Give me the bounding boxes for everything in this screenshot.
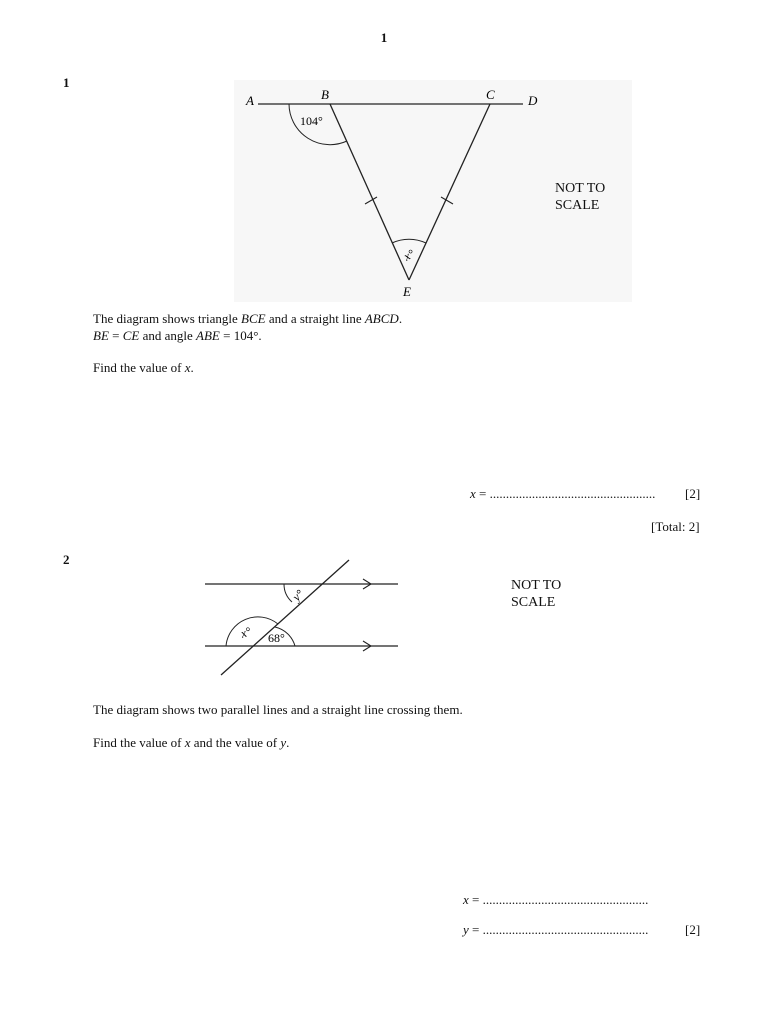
angle-abe-label: 104°: [300, 114, 323, 128]
question-1-number: 1: [63, 75, 70, 90]
question-2-number: 2: [63, 552, 70, 567]
tick-mark-be: [365, 197, 377, 204]
note-line-2: SCALE: [555, 198, 600, 213]
note-line-1: NOT TO: [511, 578, 562, 593]
label-d: D: [528, 93, 538, 108]
q2-answer-y-line[interactable]: y = ...................................................: [463, 922, 649, 937]
angle-x-label: x°: [401, 246, 417, 264]
arc-angle-x: [392, 239, 426, 243]
angle-y-label: y°: [289, 586, 307, 604]
q1-statement-2: BE = CE and angle ABE = 104°.: [93, 328, 262, 343]
side-be: [330, 104, 409, 280]
q2-marks: [2]: [685, 922, 701, 937]
label-e: E: [403, 284, 411, 299]
page-number: 1: [380, 30, 388, 45]
angle-x-label: x°: [238, 624, 253, 641]
q2-statement: The diagram shows two parallel lines and a straight line crossing them.: [93, 702, 463, 717]
note-line-2: SCALE: [511, 595, 556, 610]
q1-statement-1: The diagram shows triangle BCE and a straight line ABCD.: [93, 311, 403, 326]
label-b: B: [321, 87, 329, 102]
q2-answer-x-line[interactable]: x = ...................................................: [463, 892, 649, 907]
label-c: C: [486, 87, 495, 102]
q2-find-instruction: Find the value of x and the value of y.: [93, 735, 290, 750]
q1-answer-line[interactable]: x = ...................................................: [470, 486, 656, 501]
q1-total: [Total: 2]: [651, 519, 700, 534]
q2-parallel-lines-diagram: [0, 540, 768, 690]
q1-triangle-diagram: [0, 0, 768, 320]
q1-marks: [2]: [685, 486, 701, 501]
q2-not-to-scale-note: [511, 577, 561, 611]
label-a: A: [246, 93, 254, 108]
angle-68-label: 68°: [268, 631, 285, 645]
side-ce: [409, 104, 490, 280]
q1-not-to-scale-note: [555, 180, 605, 214]
q1-find-instruction: Find the value of x.: [93, 360, 194, 375]
transversal-line: [221, 560, 349, 675]
note-line-1: NOT TO: [555, 181, 606, 196]
